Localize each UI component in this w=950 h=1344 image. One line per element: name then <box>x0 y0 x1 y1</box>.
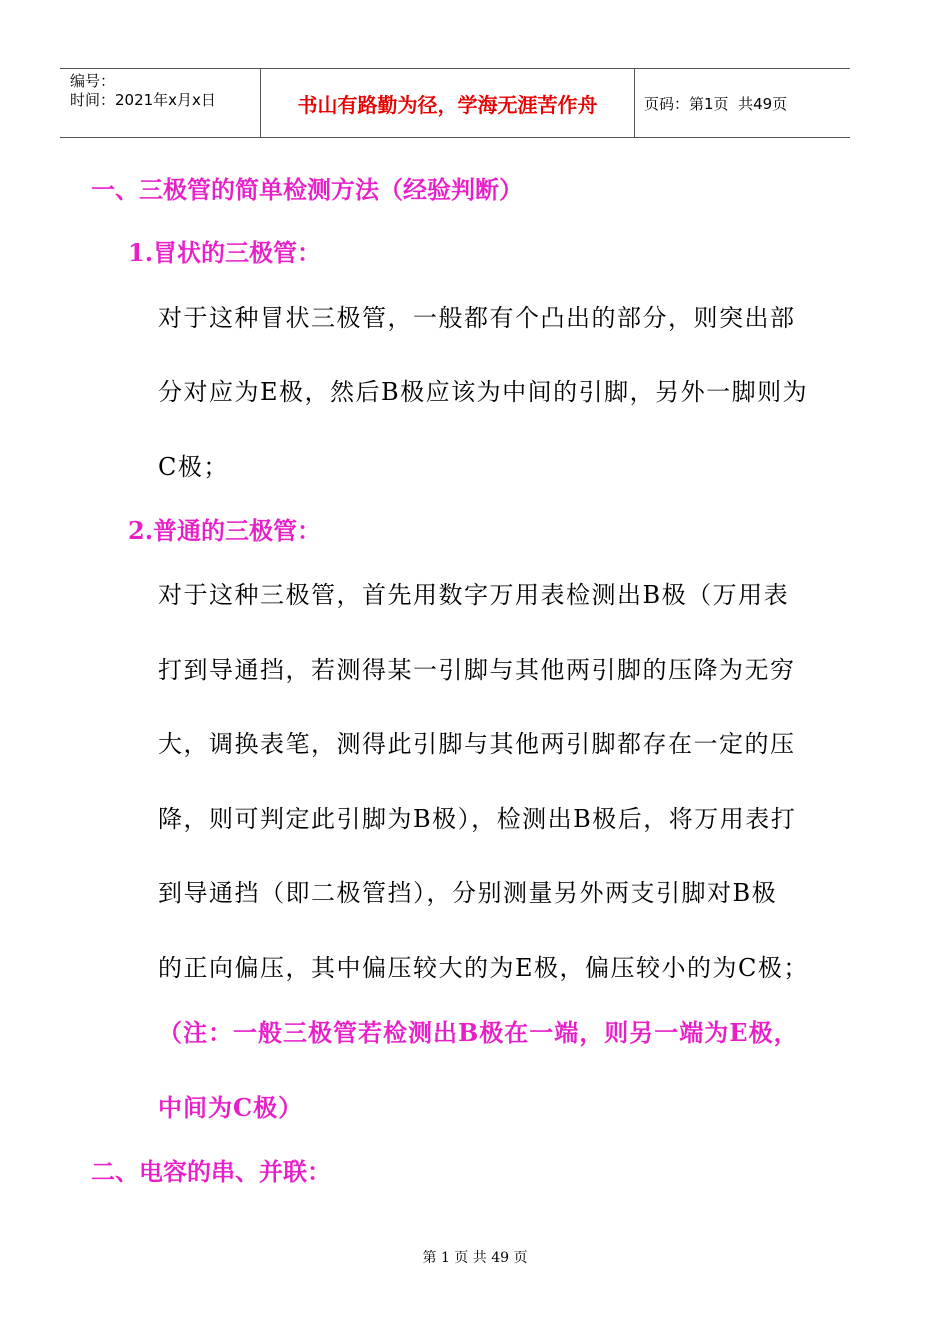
section-1-title: 一、三极管的简单检测方法（经验判断） <box>91 175 523 204</box>
paragraph-line: 的正向偏压，其中偏压较大的为E极，偏压较小的为C极； <box>158 954 809 982</box>
paragraph-line: 大，调换表笔，测得此引脚与其他两引脚都存在一定的压 <box>158 730 796 758</box>
note-line: （注：一般三极管若检测出B极在一端，则另一端为E极， <box>158 1018 799 1047</box>
paragraph-line: 对于这种三极管，首先用数字万用表检测出B极（万用表 <box>158 581 790 609</box>
paragraph-line: 对于这种冒状三极管，一般都有个凸出的部分，则突出部 <box>158 304 796 332</box>
subsection-1-title: 1.冒状的三极管： <box>128 238 322 267</box>
header-motto: 书山有路勤为径，学海无涯苦作舟 <box>297 92 598 117</box>
time-label: 时间：2021年x月x日 <box>70 91 216 109</box>
paragraph-line: 到导通挡（即二极管挡），分别测量另外两支引脚对B极 <box>158 879 778 907</box>
paragraph-line: 打到导通挡，若测得某一引脚与其他两引脚的压降为无穷 <box>158 656 796 684</box>
section-2-title: 二、电容的串、并联： <box>91 1157 331 1186</box>
subsection-2-title: 2.普通的三极管： <box>128 516 322 545</box>
note-line: 中间为C极） <box>158 1093 304 1122</box>
document-header <box>60 68 850 138</box>
header-page-info: 页码：第1页 共49页 <box>644 94 788 113</box>
paragraph-line: C极； <box>158 453 229 481</box>
paragraph-line: 降，则可判定此引脚为B极），检测出B极后，将万用表打 <box>158 805 797 833</box>
page-footer: 第 1 页 共 49 页 <box>422 1250 528 1266</box>
paragraph-line: 分对应为E极，然后B极应该为中间的引脚，另外一脚则为 <box>158 378 809 406</box>
number-label: 编号： <box>70 72 116 90</box>
header-meta <box>70 72 216 110</box>
header-divider <box>634 69 635 137</box>
